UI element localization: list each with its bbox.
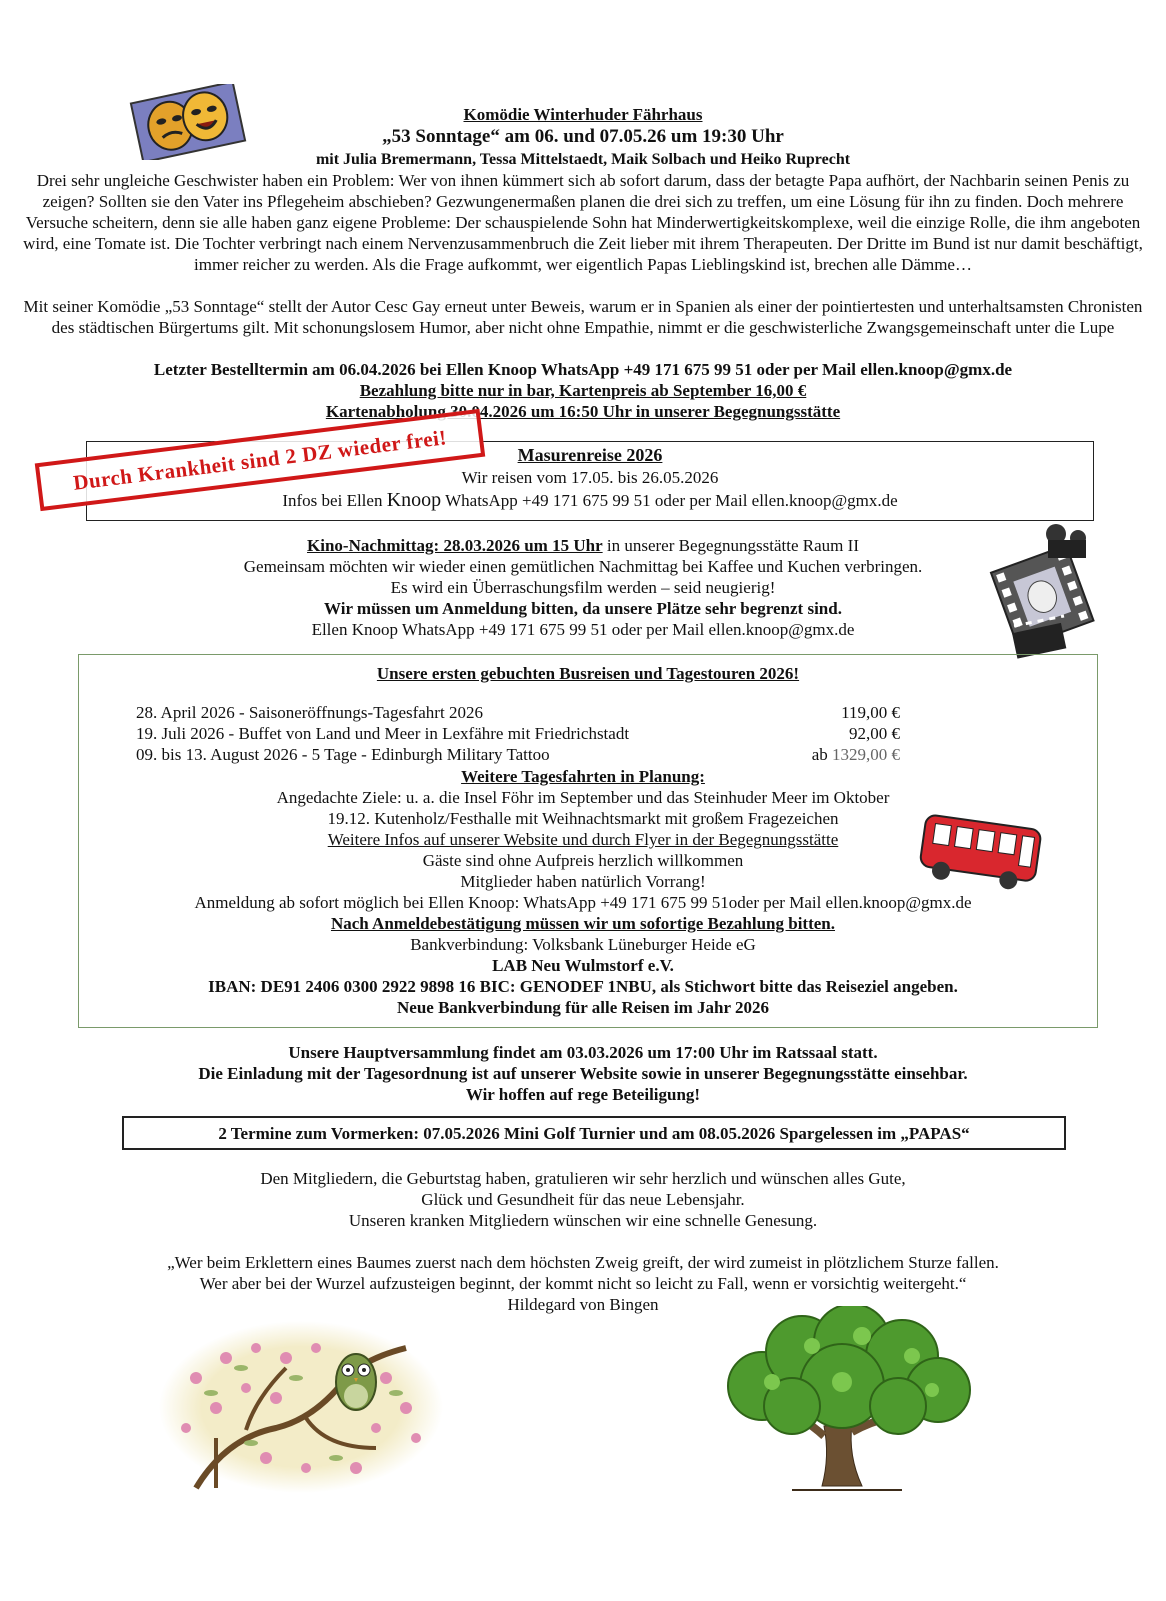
pickup-note: Kartenabholung 30.04.2026 um 16:50 Uhr in unserer Begegnungsstätte [325, 402, 841, 421]
bus-line-9: LAB Neu Wulmstorf e.V. [492, 956, 674, 975]
film-camera-icon [978, 520, 1108, 660]
bus-line-6: Anmeldung ab sofort möglich bei Ellen Knoop: WhatsApp +49 171 675 99 51oder per Mail ellen.knoop@gmx.de [194, 893, 972, 912]
trip-1-price: 119,00 € [841, 703, 900, 722]
bus-line-10: IBAN: DE91 2406 0300 2922 9898 16 BIC: GENODEF 1NBU, als Stichwort bitte das Reiseziel angeben. [208, 977, 958, 996]
kino-title: Kino-Nachmittag: 28.03.2026 um 15 Uhr [307, 536, 603, 555]
payment-note: Bezahlung bitte nur in bar, Kartenpreis ab September 16,00 € [359, 381, 807, 400]
show-title: „53 Sonntage“ am 06. und 07.05.26 um 19:30 Uhr [382, 126, 784, 147]
bus-icon [914, 812, 1046, 892]
theater-description-2: Mit seiner Komödie „53 Sonntage“ stellt der Autor Cesc Gay erneut unter Beweis, warum er in Spanien als einer der pointiertesten und unterhaltsamsten Chronisten des städtischen Bürgertums gilt. Mit schonungslosem Humor, aber nicht ohne Empathie, nimmt er die geschwisterliche Zwangsgemeinschaft unter die Lupe [23, 297, 1143, 337]
bus-title: Unsere ersten gebuchten Busreisen und Tagestouren 2026! [376, 664, 800, 683]
trip-3-name: 09. bis 13. August 2026 - 5 Tage - Edinburgh Military Tattoo [136, 745, 550, 764]
cast-line: mit Julia Bremermann, Tessa Mittelstaedt, Maik Solbach und Heiko Ruprecht [315, 151, 851, 168]
quote-line-1: „Wer beim Erklettern eines Baumes zuerst nach dem höchsten Zweig greift, der wird zumeist in plötzlichem Sturze fallen. [167, 1253, 999, 1272]
bus-line-4: Gäste sind ohne Aufpreis herzlich willkommen [422, 851, 744, 870]
bus-line-5: Mitglieder haben natürlich Vorrang! [460, 872, 706, 891]
bus-line-11: Neue Bankverbindung für alle Reisen im Jahr 2026 [397, 998, 769, 1017]
kino-title-rest: in unserer Begegnungsstätte Raum II [602, 536, 859, 555]
bus-line-3: Weitere Infos auf unserer Website und durch Flyer in der Begegnungsstätte [327, 830, 839, 849]
masuren-info-post: WhatsApp +49 171 675 99 51 oder per Mail ellen.knoop@gmx.de [441, 491, 898, 510]
kino-line-2: Es wird ein Überraschungsfilm werden – seid neugierig! [390, 578, 776, 597]
bus-line-7: Nach Anmeldebestätigung müssen wir um sofortige Bezahlung bitten. [330, 914, 836, 933]
trip-3-price-prefix: ab [811, 745, 832, 764]
quote-line-2: Wer aber bei der Wurzel aufzusteigen beginnt, der kommt nicht so leicht zu Fall, wenn er vorsichtig weitergeht.“ [199, 1274, 967, 1293]
masuren-info-pre: Infos bei Ellen [282, 491, 387, 510]
bus-line-1: Angedachte Ziele: u. a. die Insel Föhr im September und das Steinhuder Meer im Oktober [276, 788, 890, 807]
kino-line-3: Wir müssen um Anmeldung bitten, da unsere Plätze sehr begrenzt sind. [324, 599, 842, 618]
bus-line-2: 19.12. Kutenholz/Festhalle mit Weihnachtsmarkt mit großem Fragezeichen [327, 809, 839, 828]
masuren-title: Masurenreise 2026 [517, 445, 663, 465]
greetings-line-1: Den Mitgliedern, die Geburtstag haben, gratulieren wir sehr herzlich und wünschen alles Gute, [260, 1169, 906, 1188]
trip-2-name: 19. Juli 2026 - Buffet von Land und Meer in Lexfähre mit Friedrichstadt [136, 724, 630, 743]
trip-1-name: 28. April 2026 - Saisoneröffnungs-Tagesfahrt 2026 [136, 703, 483, 722]
theater-title: Komödie Winterhuder Fährhaus [463, 105, 703, 124]
meeting-line-2: Die Einladung mit der Tagesordnung ist auf unserer Website sowie in unserer Begegnungsstätte einsehbar. [198, 1064, 968, 1083]
tree-icon [702, 1306, 988, 1496]
greetings-line-2: Glück und Gesundheit für das neue Lebensjahr. [421, 1190, 745, 1209]
quote-author: Hildegard von Bingen [507, 1295, 659, 1314]
masuren-info-name: Knoop [386, 489, 442, 511]
masuren-dates: Wir reisen vom 17.05. bis 26.05.2026 [461, 468, 719, 487]
trip-2-price: 92,00 € [849, 724, 900, 743]
greetings-line-3: Unseren kranken Mitgliedern wünschen wir eine schnelle Genesung. [348, 1211, 818, 1230]
theater-description: Drei sehr ungleiche Geschwister haben ein Problem: Wer von ihnen kümmert sich ab sofort darum, dass der betagte Papa aufhört, der Nachbarin seinen Penis zu zeigen? Sollten sie den Vater ins Pflegeheim abschieben? Gezwungenermaßen planen die drei sich zu treffen, um eine Lösung für ihn zu finden. Doch mehrere Versuche scheitern, denn sie alle haben ganz eigene Probleme: Der schauspielende Sohn hat Minderwertigkeitskomplexe, weil die einzige Rolle, die ihm angeboten wird, eine Tomate ist. Die Tochter verbringt nach einem Nervenzusammenbruch die Zeit lieber mit ihrem Therapeuten. Der Dritte im Bund ist nur damit beschäftigt, immer reicher zu werden. Als die Frage aufkommt, wer eigentlich Papas Lieblingskind ist, brechen alle Dämme… [23, 171, 1143, 274]
masuren-info [87, 490, 1093, 511]
termine-box [122, 1116, 1066, 1150]
availability-stamp: Durch Krankheit sind 2 DZ wieder frei! [35, 409, 486, 511]
meeting-line-1: Unsere Hauptversammlung findet am 03.03.2026 um 17:00 Uhr im Ratssaal statt. [288, 1043, 878, 1062]
trip-3-price-line [812, 744, 900, 765]
trip-3-price: 1329,00 € [832, 745, 900, 764]
owl-blossom-icon [156, 1318, 446, 1496]
meeting-line-3: Wir hoffen auf rege Beteiligung! [465, 1085, 701, 1104]
planning-title: Weitere Tagesfahrten in Planung: [461, 767, 705, 786]
bus-line-8: Bankverbindung: Volksbank Lüneburger Heide eG [410, 935, 756, 954]
kino-line-1: Gemeinsam möchten wir wieder einen gemütlichen Nachmittag bei Kaffee und Kuchen verbringen. [243, 557, 923, 576]
kino-line-4: Ellen Knoop WhatsApp +49 171 675 99 51 oder per Mail ellen.knoop@gmx.de [311, 620, 855, 639]
order-deadline: Letzter Bestelltermin am 06.04.2026 bei Ellen Knoop WhatsApp +49 171 675 99 51 oder per Mail ellen.knoop@gmx.de [153, 360, 1013, 379]
termine-text: 2 Termine zum Vormerken: 07.05.2026 Mini Golf Turnier und am 08.05.2026 Spargelessen im „PAPAS“ [218, 1124, 970, 1143]
